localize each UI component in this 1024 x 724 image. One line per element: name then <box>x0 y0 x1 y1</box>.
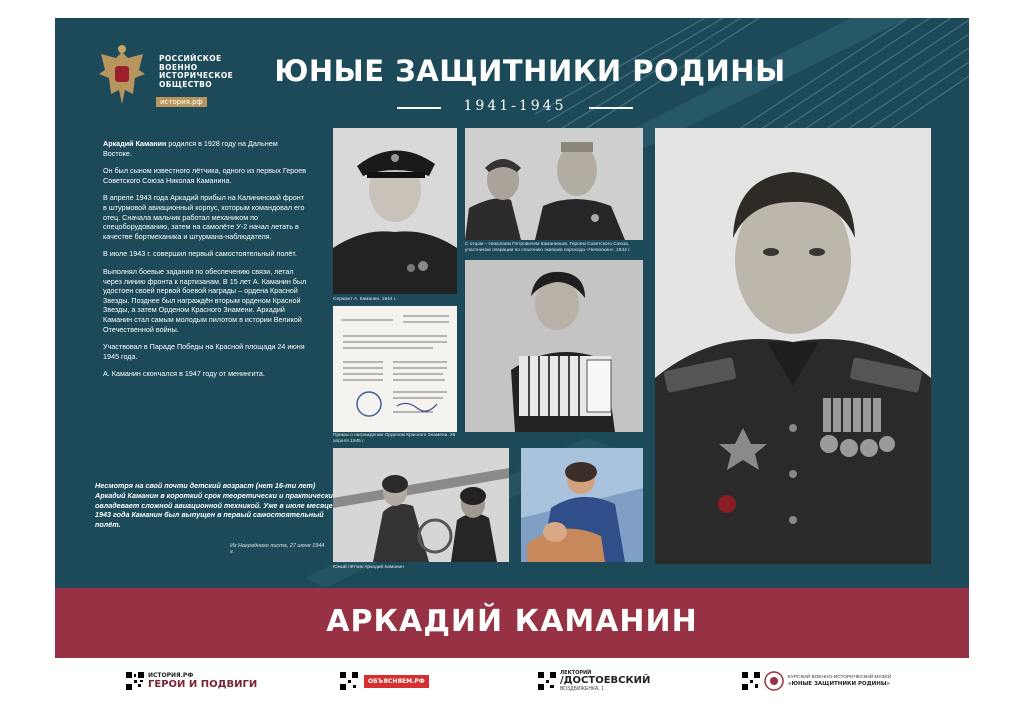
museum-logo-icon <box>764 671 784 691</box>
painting-pilots <box>521 448 643 562</box>
award-quote: Несмотря на свой почти детский возраст (нет 16-ти лет) Аркадий Каманин в короткий срок теоретически и практически овладевает сложной авиационной техникой. Уже в июле месяце 1943 года Каманин был выпущен в первый самостоятельный полёт. <box>95 481 333 530</box>
photo-young-pilot <box>333 448 509 562</box>
biography-text: Аркадий Каманин родился в 1928 году на Дальнем Востоке. Он был сыном известного лётчика, одного из первых Героев Советского Союза Николая Каманина. В апреле 1943 года Аркадий прибыл на Калининский фронт в штурмовой авиационный корпус, которым командовал его отец. Сначала мальчик работал механиком по спецоборудованию, затем на самолёте У-2 начал летать в качестве бортмеханика и штурмана-наблюдателя. В июле 1943 г. совершил первый самостоятельный полёт. Выполнял боевые задания по обеспечению связи, летал через линию фронта к партизанам. В 15 лет А. Каманин был удостоен своей первой боевой награды – ордена Красной Звезды. Позднее был награждён вторым орденом Красной Звезды, а затем Орденом Красного Знамени. Аркадий Каманин стал самым молодым пилотом в истории Великой Отечественной войны. Участвовал в Параде Победы на Красной площади 24 июня 1945 года. А. Каманин скончался в 1947 году от менингита. <box>103 139 307 379</box>
footer-partner-istoriya[interactable]: ИСТОРИЯ.РФ ГЕРОИ И ПОДВИГИ <box>126 668 257 694</box>
footer-partner-dostoevsky[interactable]: ЛЕКТОРИЙ /ДОСТОЕВСКИЙ ВОЗДВИЖЕНКА, 1 <box>538 668 650 694</box>
photo-accordion <box>465 260 643 432</box>
photo-main-portrait <box>655 128 931 564</box>
caption-young-pilot: Юный лётчик Аркадий Каманин <box>333 565 404 570</box>
caption-with-father: С отцом – Николаем Петровичем Каманиным, Героем Советского Союза, участником операции по спасению экипажа парохода «Челюскин». 1944 г. <box>465 242 631 253</box>
footer-partner-obyasnyaem[interactable]: ОБЪЯСНЯЕМ.РФ <box>340 668 429 694</box>
photo-sergeant <box>333 128 457 294</box>
org-name: РОССИЙСКОЕ ВОЕННО ИСТОРИЧЕСКОЕ ОБЩЕСТВО <box>159 54 234 89</box>
photo-award-order-document <box>333 306 457 432</box>
site-badge[interactable]: история.рф <box>156 97 207 107</box>
years-label: 1941-1945 <box>395 98 635 114</box>
page-title: ЮНЫЕ ЗАЩИТНИКИ РОДИНЫ <box>274 54 786 88</box>
eagle-emblem-icon <box>95 44 149 108</box>
poster-panel <box>55 18 969 658</box>
qr-code-icon <box>742 672 760 690</box>
qr-code-icon <box>340 672 358 690</box>
hero-name: АРКАДИЙ КАМАНИН <box>326 604 698 639</box>
qr-code-icon <box>538 672 556 690</box>
caption-award-order: Приказ о награждении Орденом Красного Знамени. 26 апреля 1945 г. <box>333 433 456 444</box>
caption-sergeant: Сержант А. Каманин. 1944 г. <box>333 297 397 302</box>
quote-source: Из Наградного листа, 27 июня 1944 г. <box>230 543 325 555</box>
photo-with-father <box>465 128 643 240</box>
footer-partner-museum[interactable]: КУРСКИЙ ВОЕННО-ИСТОРИЧЕСКИЙ МУЗЕЙ «ЮНЫЕ ЗАЩИТНИКИ РОДИНЫ» <box>742 668 891 694</box>
qr-code-icon <box>126 672 144 690</box>
